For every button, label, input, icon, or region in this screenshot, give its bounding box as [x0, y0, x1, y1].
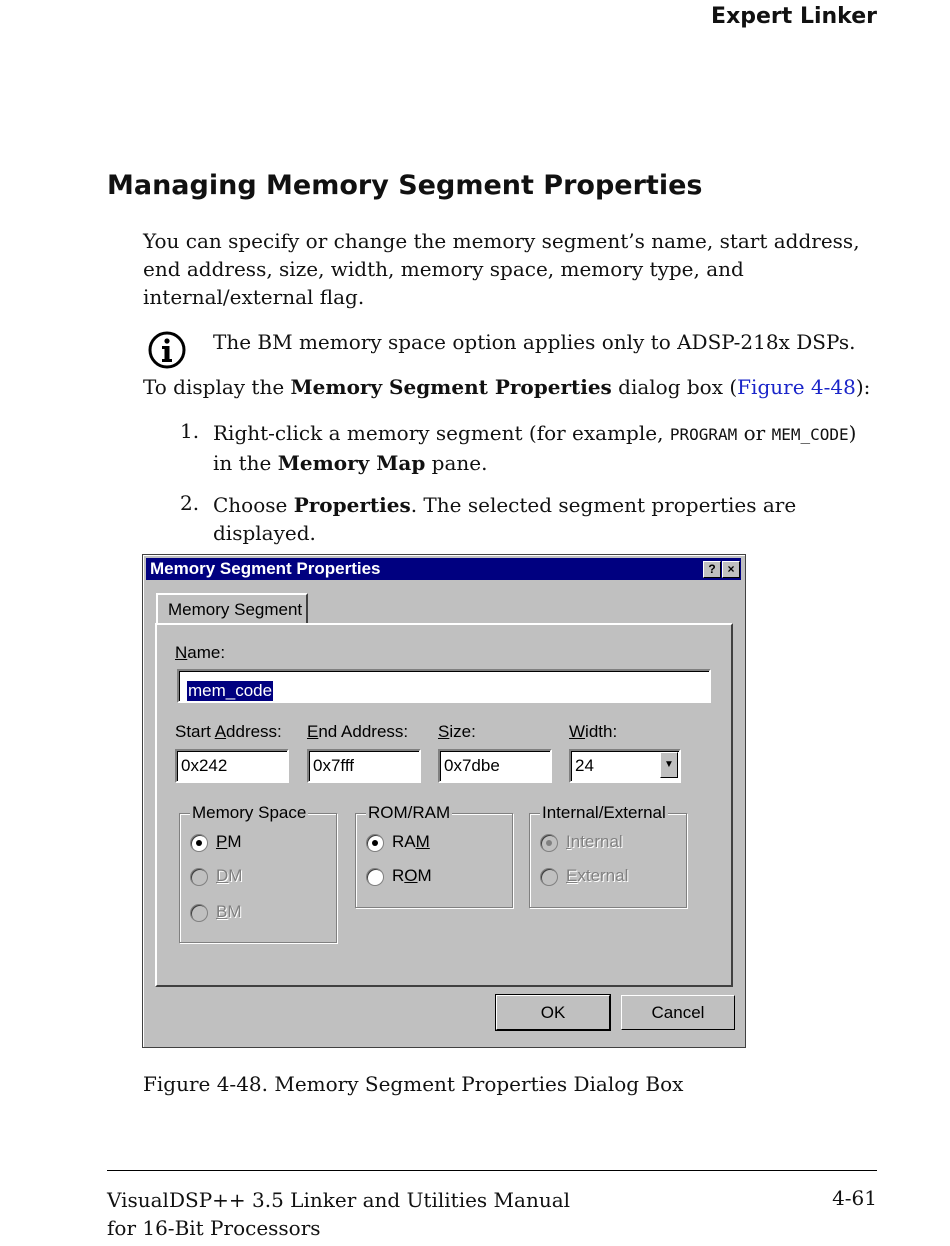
note-text: The BM memory space option applies only to ADSP-218x DSPs.: [213, 330, 856, 354]
dialog-titlebar[interactable]: [146, 558, 741, 580]
width-select[interactable]: 24 ▼: [569, 749, 681, 783]
page-number: 4-61: [832, 1186, 877, 1210]
start-address-input[interactable]: 0x242: [175, 749, 289, 783]
dialog-title: Memory Segment Properties: [150, 559, 381, 578]
internal-external-label: Internal/External: [542, 803, 666, 822]
ok-button[interactable]: OK: [496, 995, 610, 1030]
memory-segment-properties-dialog: [142, 554, 746, 1048]
tab-panel: [155, 623, 733, 987]
info-icon: [147, 330, 187, 370]
rom-ram-label: ROM/RAM: [368, 803, 451, 822]
close-button[interactable]: ×: [722, 561, 740, 578]
chapter-header: Expert Linker: [711, 4, 877, 29]
name-label: Name:: [175, 643, 226, 662]
end-address-input[interactable]: 0x7fff: [307, 749, 421, 783]
bold-term: Memory Segment Properties: [290, 375, 612, 399]
display-instruction: To display the Memory Segment Properties dialog box (Figure 4-48):: [143, 375, 871, 399]
section-title: Managing Memory Segment Properties: [107, 170, 703, 201]
step-number: 1.: [180, 419, 200, 443]
step-number: 2.: [180, 491, 200, 515]
footer-title: VisualDSP++ 3.5 Linker and Utilities Manual for 16-Bit Processors: [107, 1188, 571, 1240]
step-1: Right-click a memory segment (for example, PROGRAM or MEM_CODE) in the Memory Map pane.: [213, 421, 857, 475]
step-2: Choose Properties. The selected segment properties are displayed.: [213, 493, 797, 545]
chevron-down-icon[interactable]: ▼: [660, 752, 678, 778]
size-input[interactable]: 0x7dbe: [438, 749, 552, 783]
help-button[interactable]: ?: [703, 561, 721, 578]
memory-space-label: Memory Space: [192, 803, 307, 822]
figure-link[interactable]: Figure 4-48: [737, 375, 856, 399]
size-label: Size:: [438, 722, 476, 741]
width-label: Width:: [569, 722, 618, 741]
internal-external-group: Internal/External Internal External: [529, 813, 687, 908]
name-input[interactable]: mem_code: [177, 669, 711, 703]
memory-space-group: Memory Space PM DM BM: [179, 813, 337, 943]
cancel-button[interactable]: Cancel: [621, 995, 735, 1030]
start-address-label: Start Address:: [175, 722, 282, 741]
end-address-label: End Address:: [307, 722, 409, 741]
code-program: PROGRAM: [669, 425, 738, 444]
tab-memory-segment[interactable]: Memory Segment: [156, 593, 308, 625]
rom-ram-group: ROM/RAM RAM ROM: [355, 813, 513, 908]
intro-paragraph: You can specify or change the memory segment’s name, start address, end address, size, width, memory space, memory type, and internal/external flag.: [143, 229, 860, 309]
code-mem-code: MEM_CODE: [771, 425, 849, 444]
footer-rule: [107, 1170, 877, 1171]
figure-caption: Figure 4-48. Memory Segment Properties Dialog Box: [143, 1072, 684, 1096]
